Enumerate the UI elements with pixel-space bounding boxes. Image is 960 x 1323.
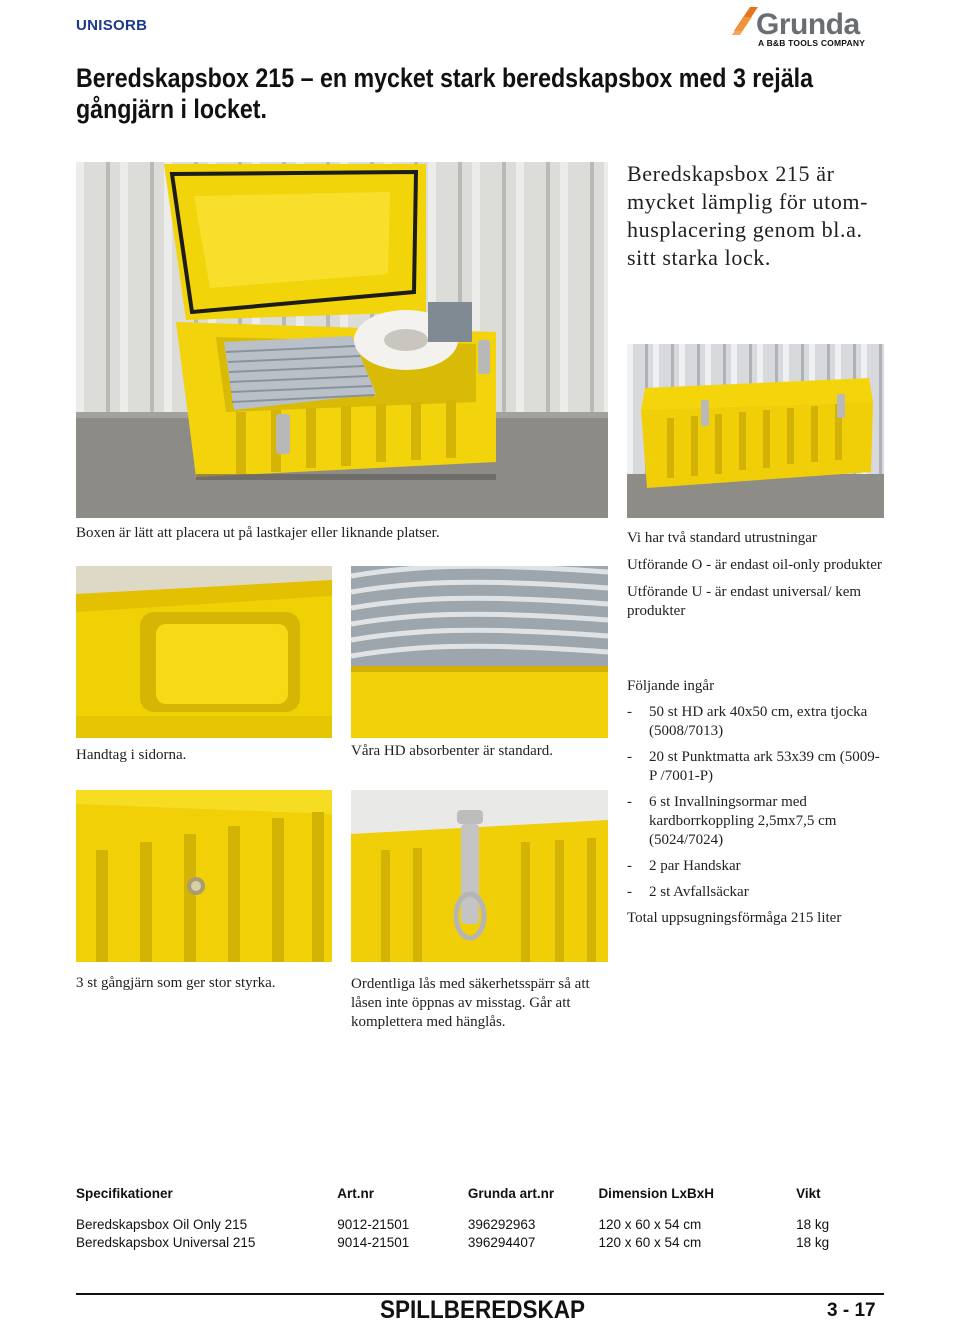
photo-open-box xyxy=(76,162,608,518)
list-item: - 20 st Punktmatta ark 53x39 cm (5009-P /7001-P) xyxy=(627,749,880,784)
photo-closed-box xyxy=(627,344,884,518)
footer-section-title: SPILLBEREDSKAP xyxy=(380,1296,586,1323)
variants-block xyxy=(627,529,897,629)
includes-list xyxy=(627,703,885,902)
list-item: - 50 st HD ark 40x50 cm, extra tjocka (5008/7013) xyxy=(627,704,868,739)
spec-cell: 9014-21501 xyxy=(337,1234,410,1250)
photo-absorbents xyxy=(351,566,608,738)
list-item: - 2 par Handskar xyxy=(627,858,741,874)
spec-cell: 396292963 xyxy=(467,1216,536,1232)
total-capacity: Total uppsugningsförmåga 215 liter xyxy=(627,910,842,926)
page-number: 3 - 17 xyxy=(827,1300,876,1321)
spec-header-grunda-artnr: Grunda art.nr xyxy=(467,1186,555,1201)
spec-cell: 18 kg xyxy=(796,1216,830,1232)
variants-heading: Vi har två standard utrustningar xyxy=(627,530,817,546)
includes-heading: Följande ingår xyxy=(627,678,715,694)
variant-option-u: Utförande U - är endast universal/ kem produkter xyxy=(627,584,862,619)
spec-cell: Beredskapsbox Oil Only 215 xyxy=(76,1216,248,1232)
spec-header-artnr: Art.nr xyxy=(337,1186,374,1201)
spec-cell: 18 kg xyxy=(796,1234,830,1250)
spec-header-dimension: Dimension LxBxH xyxy=(598,1186,714,1201)
logo-wordmark: Grunda xyxy=(756,8,860,41)
includes-block xyxy=(627,677,885,928)
photo-handle xyxy=(76,566,332,738)
caption-handle: Handtag i sidorna. xyxy=(76,747,187,763)
spec-cell: 396294407 xyxy=(467,1234,536,1250)
spec-table xyxy=(76,1186,916,1251)
list-item: - 2 st Avfallsäckar xyxy=(627,884,749,900)
spec-cell: 9012-21501 xyxy=(337,1216,410,1232)
spec-header-row xyxy=(76,1186,916,1206)
table-row xyxy=(76,1215,916,1233)
caption-hinges: 3 st gångjärn som ger stor styrka. xyxy=(76,975,276,991)
logo-tagline: A B&B TOOLS COMPANY xyxy=(758,38,866,48)
footer-divider xyxy=(76,1293,884,1295)
spec-header-weight: Vikt xyxy=(796,1186,821,1201)
caption-absorbents: Våra HD absorbenter är standard. xyxy=(351,743,553,759)
photo-hinges xyxy=(76,790,332,962)
caption-locks: Ordentliga lås med säkerhetsspärr så att låsen inte öppnas av misstag. Går att komplettera med hänglås. xyxy=(351,976,590,1030)
spec-header-name: Specifikationer xyxy=(76,1186,173,1201)
spec-cell: Beredskapsbox Universal 215 xyxy=(76,1234,256,1250)
caption-main-photo: Boxen är lätt att placera ut på lastkajer eller liknande platser. xyxy=(76,525,440,541)
list-item: - 6 st Invallningsormar med kardborrkoppling 2,5mx7,5 cm (5024/7024) xyxy=(627,794,837,848)
spec-cell: 120 x 60 x 54 cm xyxy=(598,1216,702,1232)
variant-option-o: Utförande O - är endast oil-only produkter xyxy=(627,557,882,573)
spec-cell: 120 x 60 x 54 cm xyxy=(598,1234,702,1250)
page-headline: Beredskapsbox 215 – en mycket stark beredskapsbox med 3 rejäla gångjärn i locket. xyxy=(76,63,813,124)
intro-text: Beredskapsbox 215 är mycket lämplig för utom-husplacering genom bl.a. sitt starka lock. xyxy=(627,161,869,270)
photo-locks xyxy=(351,790,608,962)
brand-name: UNISORB xyxy=(76,17,148,34)
table-row xyxy=(76,1233,916,1251)
